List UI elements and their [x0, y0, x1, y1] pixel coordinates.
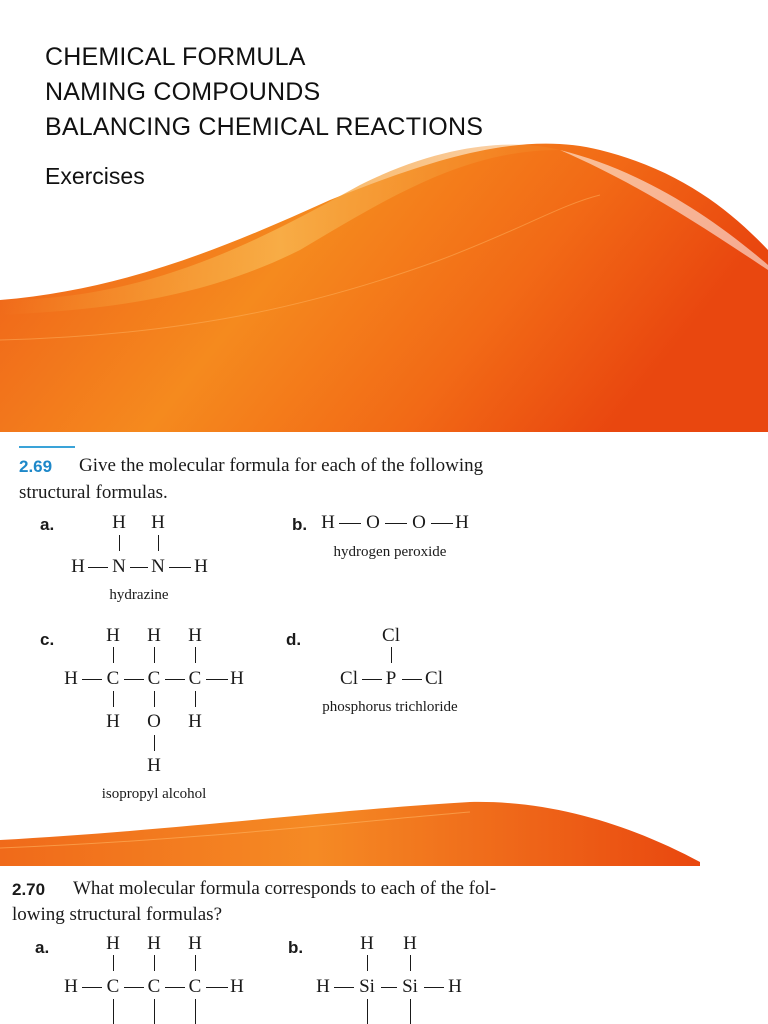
problem-number-270: 2.70 — [12, 880, 46, 899]
atom: H — [64, 976, 78, 997]
bond — [424, 987, 444, 988]
atom: O — [366, 512, 380, 533]
bond — [124, 679, 144, 680]
bond — [154, 735, 155, 751]
atom: Cl — [340, 668, 358, 689]
bond — [165, 987, 185, 988]
label-270a: a. — [35, 938, 50, 957]
bond — [165, 679, 185, 680]
bond — [195, 955, 196, 971]
atom: Cl — [425, 668, 443, 689]
atom: H — [194, 556, 208, 577]
bond — [154, 647, 155, 663]
bond — [154, 955, 155, 971]
atom: H — [230, 976, 244, 997]
problem-270-text-line2: lowing structural formulas? — [12, 904, 223, 925]
bond — [195, 999, 196, 1024]
bond — [195, 691, 196, 707]
bond — [362, 679, 382, 680]
slide-subtitle: Exercises — [45, 163, 145, 189]
bond — [113, 647, 114, 663]
atom: C — [147, 976, 161, 997]
bond — [385, 523, 407, 524]
atom: H — [321, 512, 335, 533]
problem-269-text-line1: Give the molecular formula for each of the following — [79, 455, 484, 476]
atom: O — [412, 512, 426, 533]
label-270b: b. — [288, 938, 304, 957]
atom: H — [71, 556, 85, 577]
orange-stripe-decoration — [0, 800, 768, 868]
bond — [113, 955, 114, 971]
bond — [119, 535, 120, 551]
bond — [113, 999, 114, 1024]
atom: H — [188, 711, 202, 732]
atom: H — [147, 755, 161, 776]
bond — [334, 987, 354, 988]
bond — [367, 955, 368, 971]
caption-isopropyl-alcohol: isopropyl alcohol — [101, 786, 207, 802]
atom: H — [188, 933, 202, 954]
label-269b: b. — [292, 515, 308, 534]
bond — [381, 987, 397, 988]
bond — [402, 679, 422, 680]
atom: H — [455, 512, 469, 533]
bond — [410, 955, 411, 971]
bond — [206, 679, 228, 680]
atom: H — [151, 512, 165, 533]
section-rule — [19, 446, 75, 448]
atom: H — [112, 512, 126, 533]
atom: Si — [402, 976, 418, 997]
bond — [154, 999, 155, 1024]
atom: H — [316, 976, 330, 997]
atom: N — [112, 556, 126, 577]
bond — [82, 679, 102, 680]
atom: C — [106, 976, 120, 997]
atom: C — [188, 668, 202, 689]
caption-hydrogen-peroxide: hydrogen peroxide — [333, 544, 447, 560]
bond — [124, 987, 144, 988]
atom: O — [147, 711, 161, 732]
label-269d: d. — [286, 630, 302, 649]
slide-title-line-3: BALANCING CHEMICAL REACTIONS — [45, 113, 484, 141]
atom: H — [106, 933, 120, 954]
bond — [154, 691, 155, 707]
bond — [82, 987, 102, 988]
slide-title-line-1: CHEMICAL FORMULA — [45, 43, 306, 71]
bond — [431, 523, 453, 524]
bond — [88, 567, 108, 568]
label-269c: c. — [40, 630, 55, 649]
atom: C — [147, 668, 161, 689]
caption-phosphorus-trichloride: phosphorus trichloride — [322, 699, 458, 715]
bond — [195, 647, 196, 663]
problem-270-text-line1: What molecular formula corresponds to each of the fol- — [73, 878, 497, 899]
atom: H — [448, 976, 462, 997]
atom: H — [106, 625, 120, 646]
atom: P — [385, 668, 397, 689]
bond — [391, 647, 392, 663]
atom: Cl — [382, 625, 400, 646]
bond — [410, 999, 411, 1024]
atom: C — [106, 668, 120, 689]
bond — [113, 691, 114, 707]
atom: H — [147, 625, 161, 646]
problem-269-text-line2: structural formulas. — [19, 482, 168, 503]
bond — [367, 999, 368, 1024]
caption-hydrazine: hydrazine — [109, 587, 169, 603]
bond — [169, 567, 191, 568]
atom: H — [230, 668, 244, 689]
atom: C — [188, 976, 202, 997]
bond — [130, 567, 148, 568]
atom: Si — [359, 976, 375, 997]
atom: N — [151, 556, 165, 577]
atom: H — [147, 933, 161, 954]
atom: H — [106, 711, 120, 732]
bond — [206, 987, 228, 988]
label-269a: a. — [40, 515, 55, 534]
atom: H — [64, 668, 78, 689]
atom: H — [188, 625, 202, 646]
title-slide — [0, 0, 768, 432]
bond — [339, 523, 361, 524]
atom: H — [403, 933, 417, 954]
atom: H — [360, 933, 374, 954]
slide-title-line-2: NAMING COMPOUNDS — [45, 78, 321, 106]
problem-number-269: 2.69 — [19, 457, 53, 476]
bond — [158, 535, 159, 551]
